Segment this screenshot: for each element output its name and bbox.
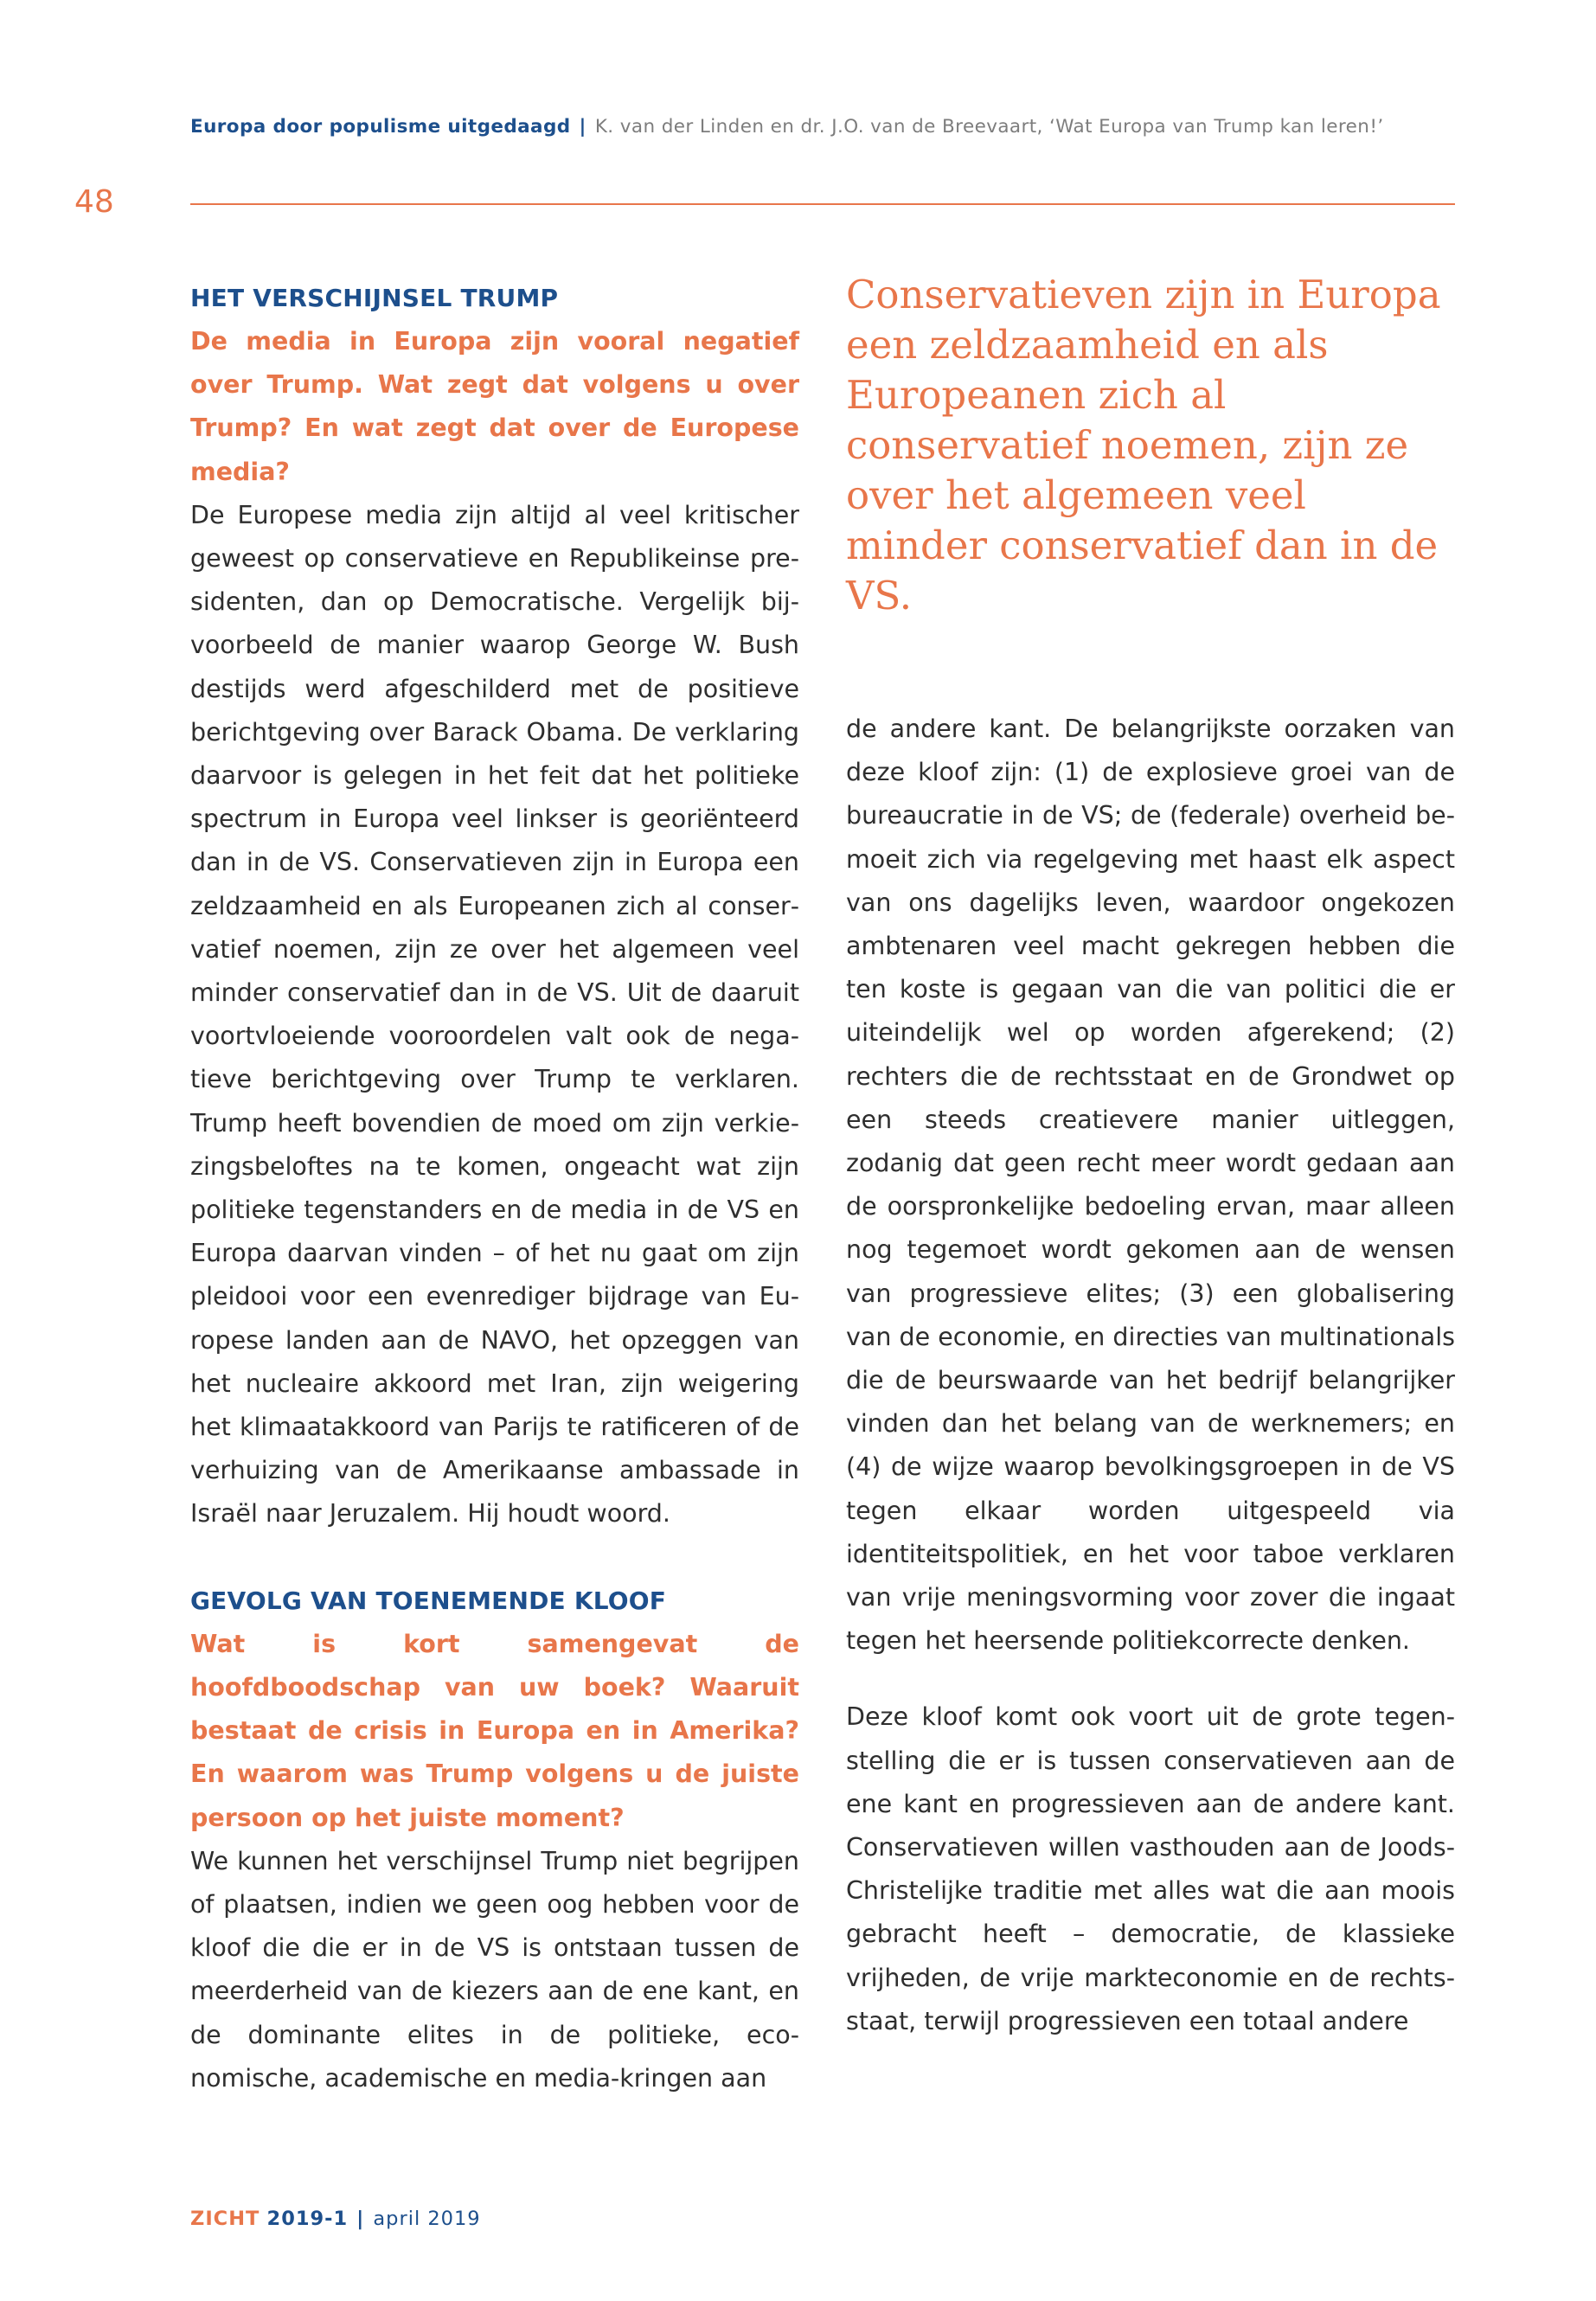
answer-paragraph-2: We kunnen het verschijnsel Trump niet begrijpen of plaatsen, indien we geen oog hebben voor de kloof die die er in de VS is ontstaan tussen de meerderheid van de kiezers aan de ene kant, en de dominante elites in de politieke, economische, academische en media-kringen aan [190, 1846, 799, 2093]
section-heading-kloof: GEVOLG VAN TOENEMENDE KLOOF [190, 1586, 667, 1615]
pull-quote: Conservatieven zijn in Europa een zeldzaamheid en als Europeanen zich al conservatief noemen, zijn ze over het algemeen veel minder conservatief dan in de VS. [846, 272, 1441, 619]
running-head-journal: Europa door populisme uitgedaagd [190, 116, 571, 138]
answer-paragraph-3: Deze kloof komt ook voort uit de grote tegenstelling die er is tussen conservatieven aan de ene kant en progressieven aan de andere kant. Conservatieven willen vasthouden aan de Joods-Christelijke traditie met alles wat die aan moois gebracht heeft – democratie, de klassieke vrijheden, de vrije markteconomie en de rechtsstaat, terwijl progressieven een totaal andere [846, 1702, 1455, 2035]
running-head [190, 116, 1453, 138]
interview-question-2: Wat is kort samengevat de hoofdboodschap van uw boek? Waaruit bestaat de crisis in Europa en in Amerika? En waarom was Trump volgens u de juiste persoon op het juiste moment? [190, 1629, 799, 1832]
right-column [846, 272, 1455, 2043]
answer-paragraph-1: De Europese media zijn altijd al veel kritischer geweest op conservatieve en Republikeinse presidenten, dan op Democratische. Vergelijk bijvoorbeeld de manier waarop George W. Bush destijds werd afgeschilderd met de positieve berichtgeving over Barack Obama. De verklaring daarvoor is gelegen in het feit dat het politieke spectrum in Europa veel linkser is georiënteerd dan in de VS. Conservatieven zijn in Europa een zeldzaamheid en als Europeanen zich al conservatief noemen, zijn ze over het algemeen veel minder conservatief dan in de VS. Uit de daaruit voortvloeiende vooroordelen valt ook de negatieve berichtgeving over Trump te verklaren. Trump heeft bovendien de moed om zijn verkiezingsbeloftes na te komen, ongeacht wat zijn politieke tegenstanders en de media in de VS en Europa daarvan vinden – of het nu gaat om zijn pleidooi voor een evenrediger bijdrage van Europese landen aan de NAVO, het opzeggen van het nucleaire akkoord met Iran, zijn weigering het klimaatakkoord van Parijs te ratificeren of de verhuizing van de Amerikaanse ambassade in Israël naar Jeruzalem. Hij houdt woord. [190, 500, 799, 1529]
footer-journal: ZICHT [190, 2208, 260, 2230]
footer-issue: 2019-1 [266, 2208, 349, 2230]
footer-date: april 2019 [373, 2208, 481, 2230]
section-heading-trump: HET VERSCHIJNSEL TRUMP [190, 284, 559, 312]
pull-quote-spacer [846, 621, 1455, 708]
running-head-separator: | [579, 116, 586, 138]
interview-question-1: De media in Europa zijn vooral negatief over Trump. Wat zegt dat volgens u over Trump? En wat zegt dat over de Europese media? [190, 327, 799, 486]
footer [190, 2208, 481, 2230]
page-number: 48 [74, 184, 114, 220]
paragraph-spacer [846, 1663, 1455, 1695]
header-rule [190, 203, 1455, 205]
running-head-article: K. van der Linden en dr. J.O. van de Breevaart, ‘Wat Europa van Trump kan leren!’ [594, 116, 1384, 138]
answer-paragraph-2-continued: de andere kant. De belangrijkste oorzaken van deze kloof zijn: (1) de explosieve groei van de bureaucratie in de VS; de (federale) overheid bemoeit zich via regelgeving met haast elk aspect van ons dagelijks leven, waardoor ongekozen ambtenaren veel macht gekregen hebben die ten koste is gegaan van die van politici die er uiteindelijk wel op worden afgerekend; (2) rechters die de rechtsstaat en de Grondwet op een steeds creatievere manier uitleggen, zodanig dat geen recht meer wordt gedaan aan de oorspronkelijke bedoeling ervan, maar alleen nog tegemoet wordt gekomen aan de wensen van progressieve elites; (3) een globalisering van de economie, en directies van multinationals die de beurswaarde van het bedrijf belangrijker vinden dan het belang van de werknemers; en (4) de wijze waarop bevolkingsgroepen in de VS tegen elkaar worden uitgespeeld via identiteitspolitiek, en het voor taboe verklaren van vrije meningsvorming voor zover die ingaat tegen het heersende politiekcorrecte denken. [846, 715, 1455, 1656]
left-column [190, 277, 799, 2100]
section-spacer [190, 1536, 799, 1580]
footer-separator: | [356, 2208, 365, 2230]
